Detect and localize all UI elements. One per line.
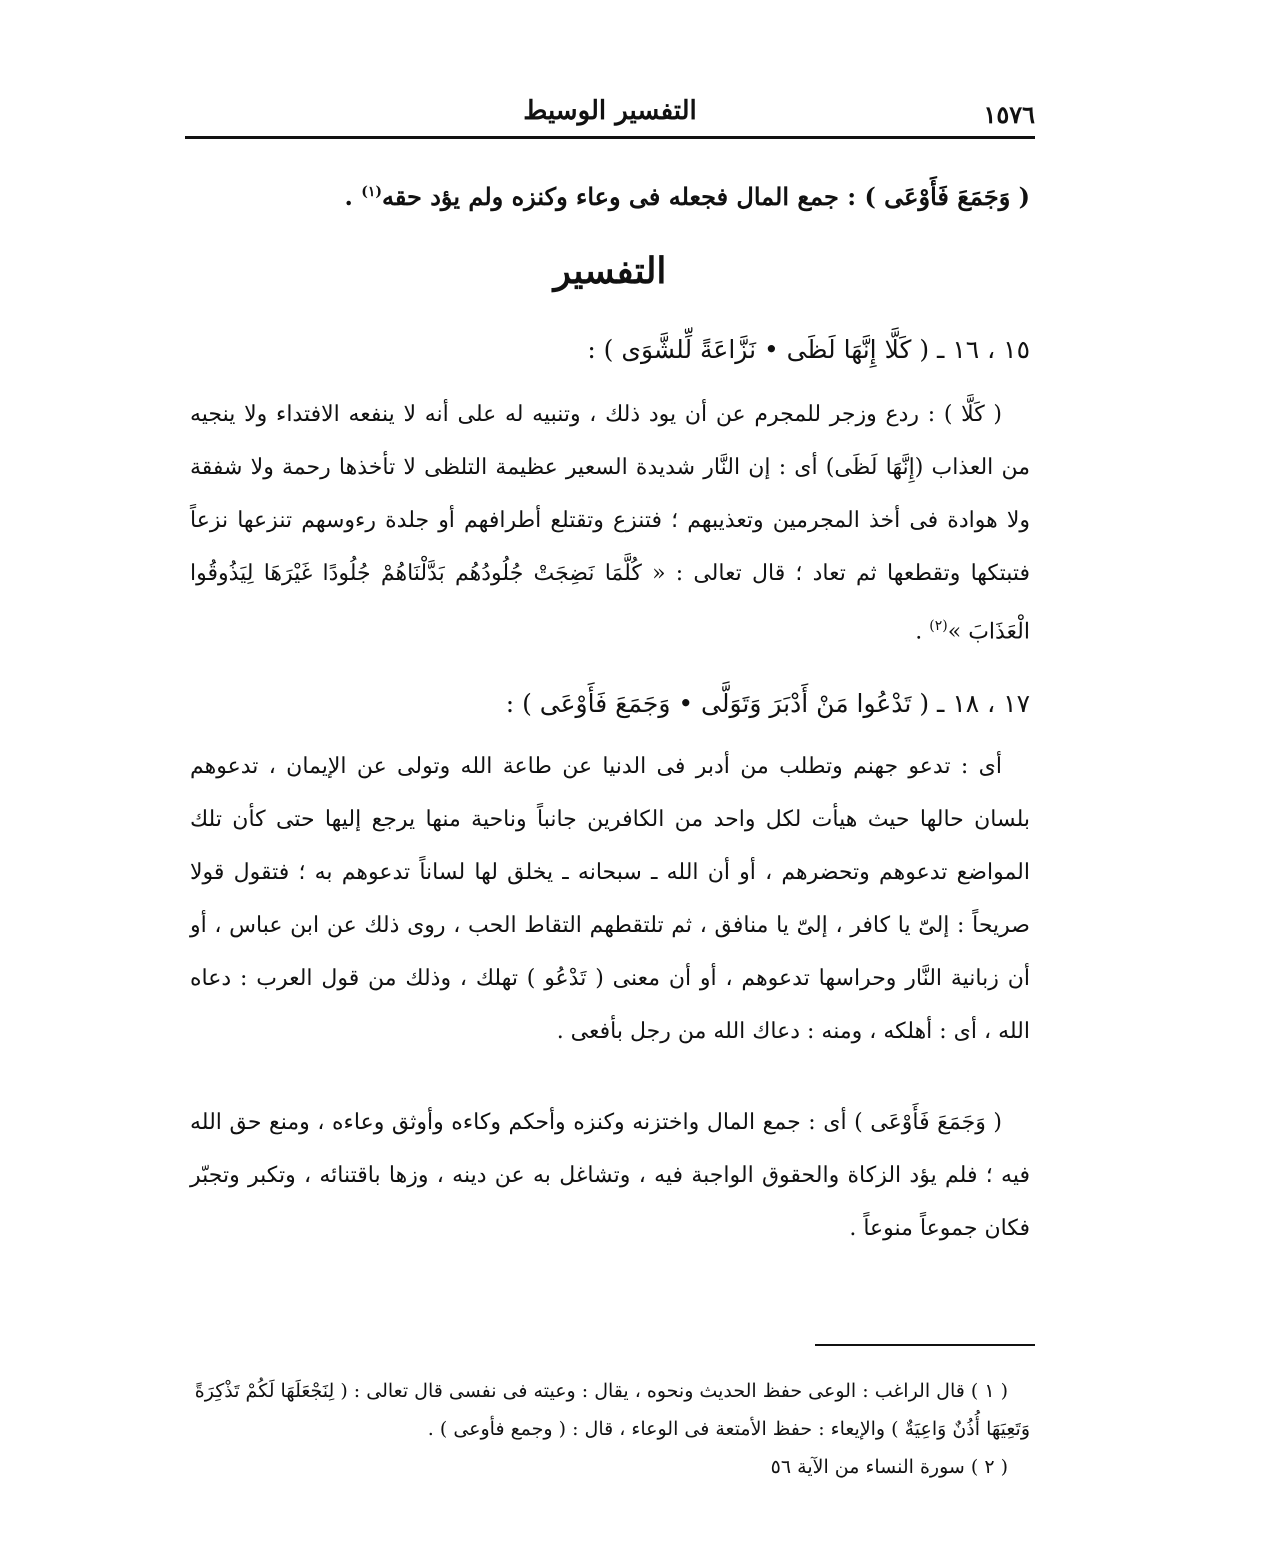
paragraph-1-end: . [915,619,923,645]
paragraph-1 [190,388,1030,658]
footnote-1: ( ١ ) قال الراغب : الوعى حفظ الحديث ونحوه ، يقال : وعيته فى نفسى قال تعالى : ( لِنَجْعَلَهَا لَكُمْ تَذْكِرَةً وَتَعِيَهَا أُذُنٌ وَاعِيَةٌ ) والإيعاء : حفظ الأمتعة فى الوعاء ، قال : ( وجمع فأوعى ) . [194,1380,1030,1440]
footnote-divider [815,1344,1035,1346]
footnote-ref-2: (٢) [929,618,948,634]
vocabulary-text: ( وَجَمَعَ فَأَوْعَى ) : جمع المال فجعله فى وعاء وكنزه ولم يؤد حقه [382,182,1030,211]
footnotes [190,1372,1030,1486]
footnote-2: ( ٢ ) سورة النساء من الآية ٥٦ [770,1456,1008,1478]
verse-heading-15-16: ١٥ ، ١٦ ـ ( كَلَّا إِنَّهَا لَظَى • نَزَّاعَةً لِّلشَّوَى ) : [587,335,1030,364]
verse-heading-17-18: ١٧ ، ١٨ ـ ( تَدْعُوا مَنْ أَدْبَرَ وَتَوَلَّى • وَجَمَعَ فَأَوْعَى ) : [505,689,1030,718]
running-title: التفسير الوسيط [523,96,697,126]
vocabulary-end: . [344,182,353,211]
vocabulary-line [190,170,1030,219]
page-number: ١٥٧٦ [983,100,1035,129]
paragraph-3: ( وَجَمَعَ فَأَوْعَى ) أى : جمع المال واختزنه وكنزه وأحكم وكاءه وأوثق وعاءه ، ومنع حق الله فيه ؛ فلم يؤد الزكاة والحقوق الواجبة فيه ، وتشاغل به عن دينه ، وزها باقتنائه ، وتكبر وتجبّر فكان جموعاً منوعاً . [190,1110,1030,1241]
paragraph-2: أى : تدعو جهنم وتطلب من أدبر فى الدنيا عن طاعة الله وتولى عن الإيمان ، تدعوهم بلسان حالها حيث هيأت لكل واحد من الكافرين جانباً وناحية منها يرجع إليها حتى كأن تلك المواضع تدعوهم وتحضرهم ، أو أن الله ـ سبحانه ـ يخلق لها لساناً تدعوهم به ؛ فتقول قولا صريحاً : إلىّ يا كافر ، إلىّ يا منافق ، ثم تلتقطهم التقاط الحب ، روى ذلك عن ابن عباس ، أو أن زبانية النَّار وحراسها تدعوهم ، أو أن معنى ( تَدْعُو ) تهلك ، وذلك من قول العرب : دعاه الله ، أى : أهلكه ، ومنه : دعاك الله من رجل بأفعى . [190,754,1030,1044]
footnote-ref-1: (١) [361,184,383,200]
section-heading: التفسير [553,250,667,292]
paragraph-1-text: ( كَلَّا ) : ردع وزجر للمجرم عن أن يود ذلك ، وتنبيه له على أنه لا ينفعه الافتداء ولا ينجيه من العذاب (إِنَّهَا لَظَى) أى : إن النَّار شديدة السعير عظيمة التلظى لا تأخذها رحمة ولا شفقة ولا هوادة فى أخذ المجرمين وتعذيبهم ؛ فتنزع وتقتلع أطرافهم أو جلدة رءوسهم تنزعها نزعاً فتبتكها وتقطعها ثم تعاد ؛ قال تعالى : « كُلَّمَا نَضِجَتْ جُلُودُهُم بَدَّلْنَاهُمْ جُلُودًا غَيْرَهَا لِيَذُوقُوا الْعَذَابَ » [190,402,1030,645]
page-header [185,96,1035,139]
